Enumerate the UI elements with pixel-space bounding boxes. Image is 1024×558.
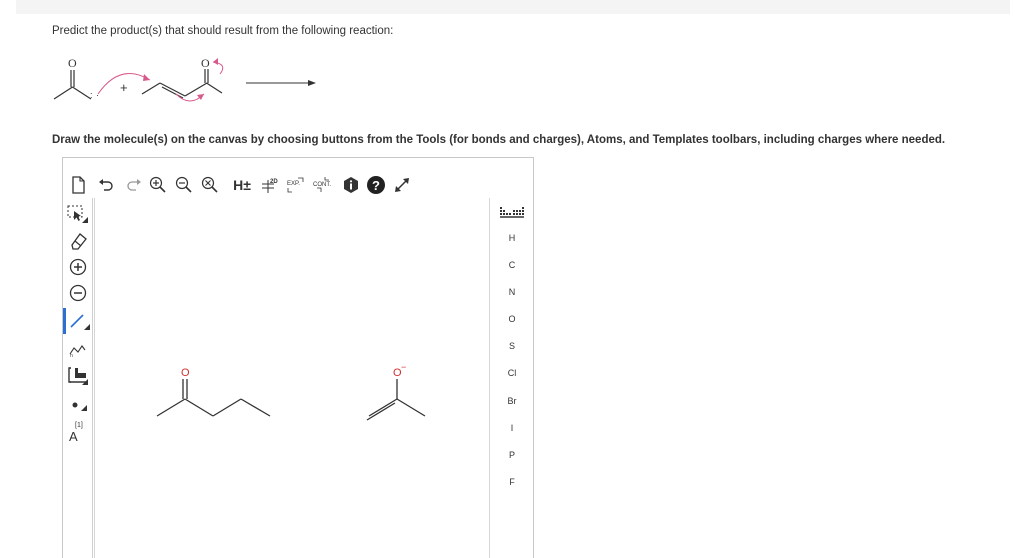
explicit-hydrogens-button[interactable]	[229, 174, 255, 196]
atom-button-br[interactable]: Br	[507, 396, 517, 406]
clean-2d-button[interactable]	[259, 174, 281, 196]
atom-button-i[interactable]: I	[510, 423, 514, 433]
zoom-out-button[interactable]	[173, 174, 195, 196]
chain-tool-button[interactable]	[65, 336, 91, 362]
periodic-table-button[interactable]	[495, 204, 529, 220]
svg-text:2D: 2D	[270, 179, 278, 185]
fullscreen-icon	[393, 176, 411, 194]
positive-charge-button[interactable]	[65, 254, 91, 280]
radical-tool-button[interactable]	[65, 392, 91, 418]
help-button[interactable]	[365, 174, 387, 196]
help-icon	[366, 175, 386, 195]
svg-text:?: ?	[372, 178, 380, 193]
atom-button-o[interactable]: O	[508, 314, 516, 324]
redo-button[interactable]	[123, 174, 145, 196]
negative-charge-button[interactable]	[65, 280, 91, 306]
zoom-in-icon	[149, 176, 167, 194]
reactant1-oxygen: O	[68, 56, 77, 70]
atom-button-p[interactable]: P	[508, 450, 515, 460]
instructions-text: Draw the molecule(s) on the canvas by choosing buttons from the Tools (for bonds and charges), Atoms, and Templates toolbars, including charges where needed.	[52, 134, 946, 146]
top-strip	[16, 0, 1010, 14]
atom-button-cl[interactable]: Cl	[507, 368, 517, 378]
svg-text:CONT.: CONT.	[313, 182, 331, 188]
info-button[interactable]	[340, 174, 362, 196]
canvas-molecule-1[interactable]	[157, 367, 270, 416]
canvas-molecule-2[interactable]	[367, 362, 425, 420]
atom-map-index: [1]	[75, 422, 83, 429]
top-toolbar	[63, 158, 533, 198]
zoom-reset-button[interactable]	[199, 174, 221, 196]
carbanion-lone-pair-minus: ·	[96, 90, 99, 100]
lasso-select-icon	[66, 203, 90, 225]
zoom-out-icon	[175, 176, 193, 194]
atom-map-label: A	[69, 429, 78, 444]
expand-icon	[285, 175, 309, 195]
undo-button[interactable]	[95, 174, 117, 196]
periodic-table-icon	[499, 206, 525, 218]
undo-icon	[98, 178, 114, 192]
reaction-scheme	[50, 50, 340, 110]
plus-charge-icon	[68, 257, 88, 277]
left-toolbar	[63, 198, 93, 558]
molecule-editor	[62, 157, 534, 558]
canvas-molecules	[95, 198, 489, 558]
contract-button[interactable]	[311, 174, 337, 196]
plus-sign: +	[120, 80, 128, 95]
svg-text:n: n	[70, 353, 73, 358]
atom-button-f[interactable]: F	[509, 477, 515, 487]
zoom-in-button[interactable]	[147, 174, 169, 196]
info-icon	[342, 176, 360, 194]
new-document-icon	[70, 176, 86, 194]
molecule1-oxygen: O	[181, 367, 190, 379]
atom-map-button[interactable]	[65, 420, 91, 446]
template-icon	[67, 364, 89, 386]
eraser-icon	[68, 231, 88, 251]
h-toggle-label: H±	[233, 177, 251, 193]
drawing-canvas[interactable]	[94, 198, 490, 558]
single-bond-tool-button[interactable]	[63, 308, 93, 334]
atoms-toolbar	[491, 198, 533, 558]
zoom-fit-icon	[201, 176, 219, 194]
expand-button[interactable]	[285, 174, 309, 196]
eraser-tool-button[interactable]	[65, 228, 91, 254]
contract-icon	[311, 175, 337, 195]
carbanion-lone-pair: :	[90, 90, 93, 100]
atom-button-h[interactable]: H	[508, 233, 516, 243]
molecule2-oxygen: O	[393, 367, 402, 379]
reactant2-oxygen: O	[201, 56, 210, 70]
atom-button-c[interactable]: C	[508, 260, 516, 270]
chain-icon	[68, 340, 88, 358]
question-text: Predict the product(s) that should result from the following reaction:	[52, 25, 394, 37]
fullscreen-button[interactable]	[391, 174, 413, 196]
select-tool-button[interactable]	[65, 201, 91, 227]
atom-button-s[interactable]: S	[508, 341, 515, 351]
redo-icon	[126, 178, 142, 192]
clean-2d-icon	[260, 176, 280, 194]
radical-dot-icon	[67, 395, 89, 415]
single-bond-icon	[68, 310, 92, 332]
new-document-button[interactable]	[67, 174, 89, 196]
minus-charge-icon	[68, 283, 88, 303]
templates-button[interactable]	[65, 362, 91, 388]
svg-text:EXP.: EXP.	[287, 181, 300, 187]
molecule2-charge: −	[401, 362, 407, 372]
atom-button-n[interactable]: N	[508, 287, 516, 297]
